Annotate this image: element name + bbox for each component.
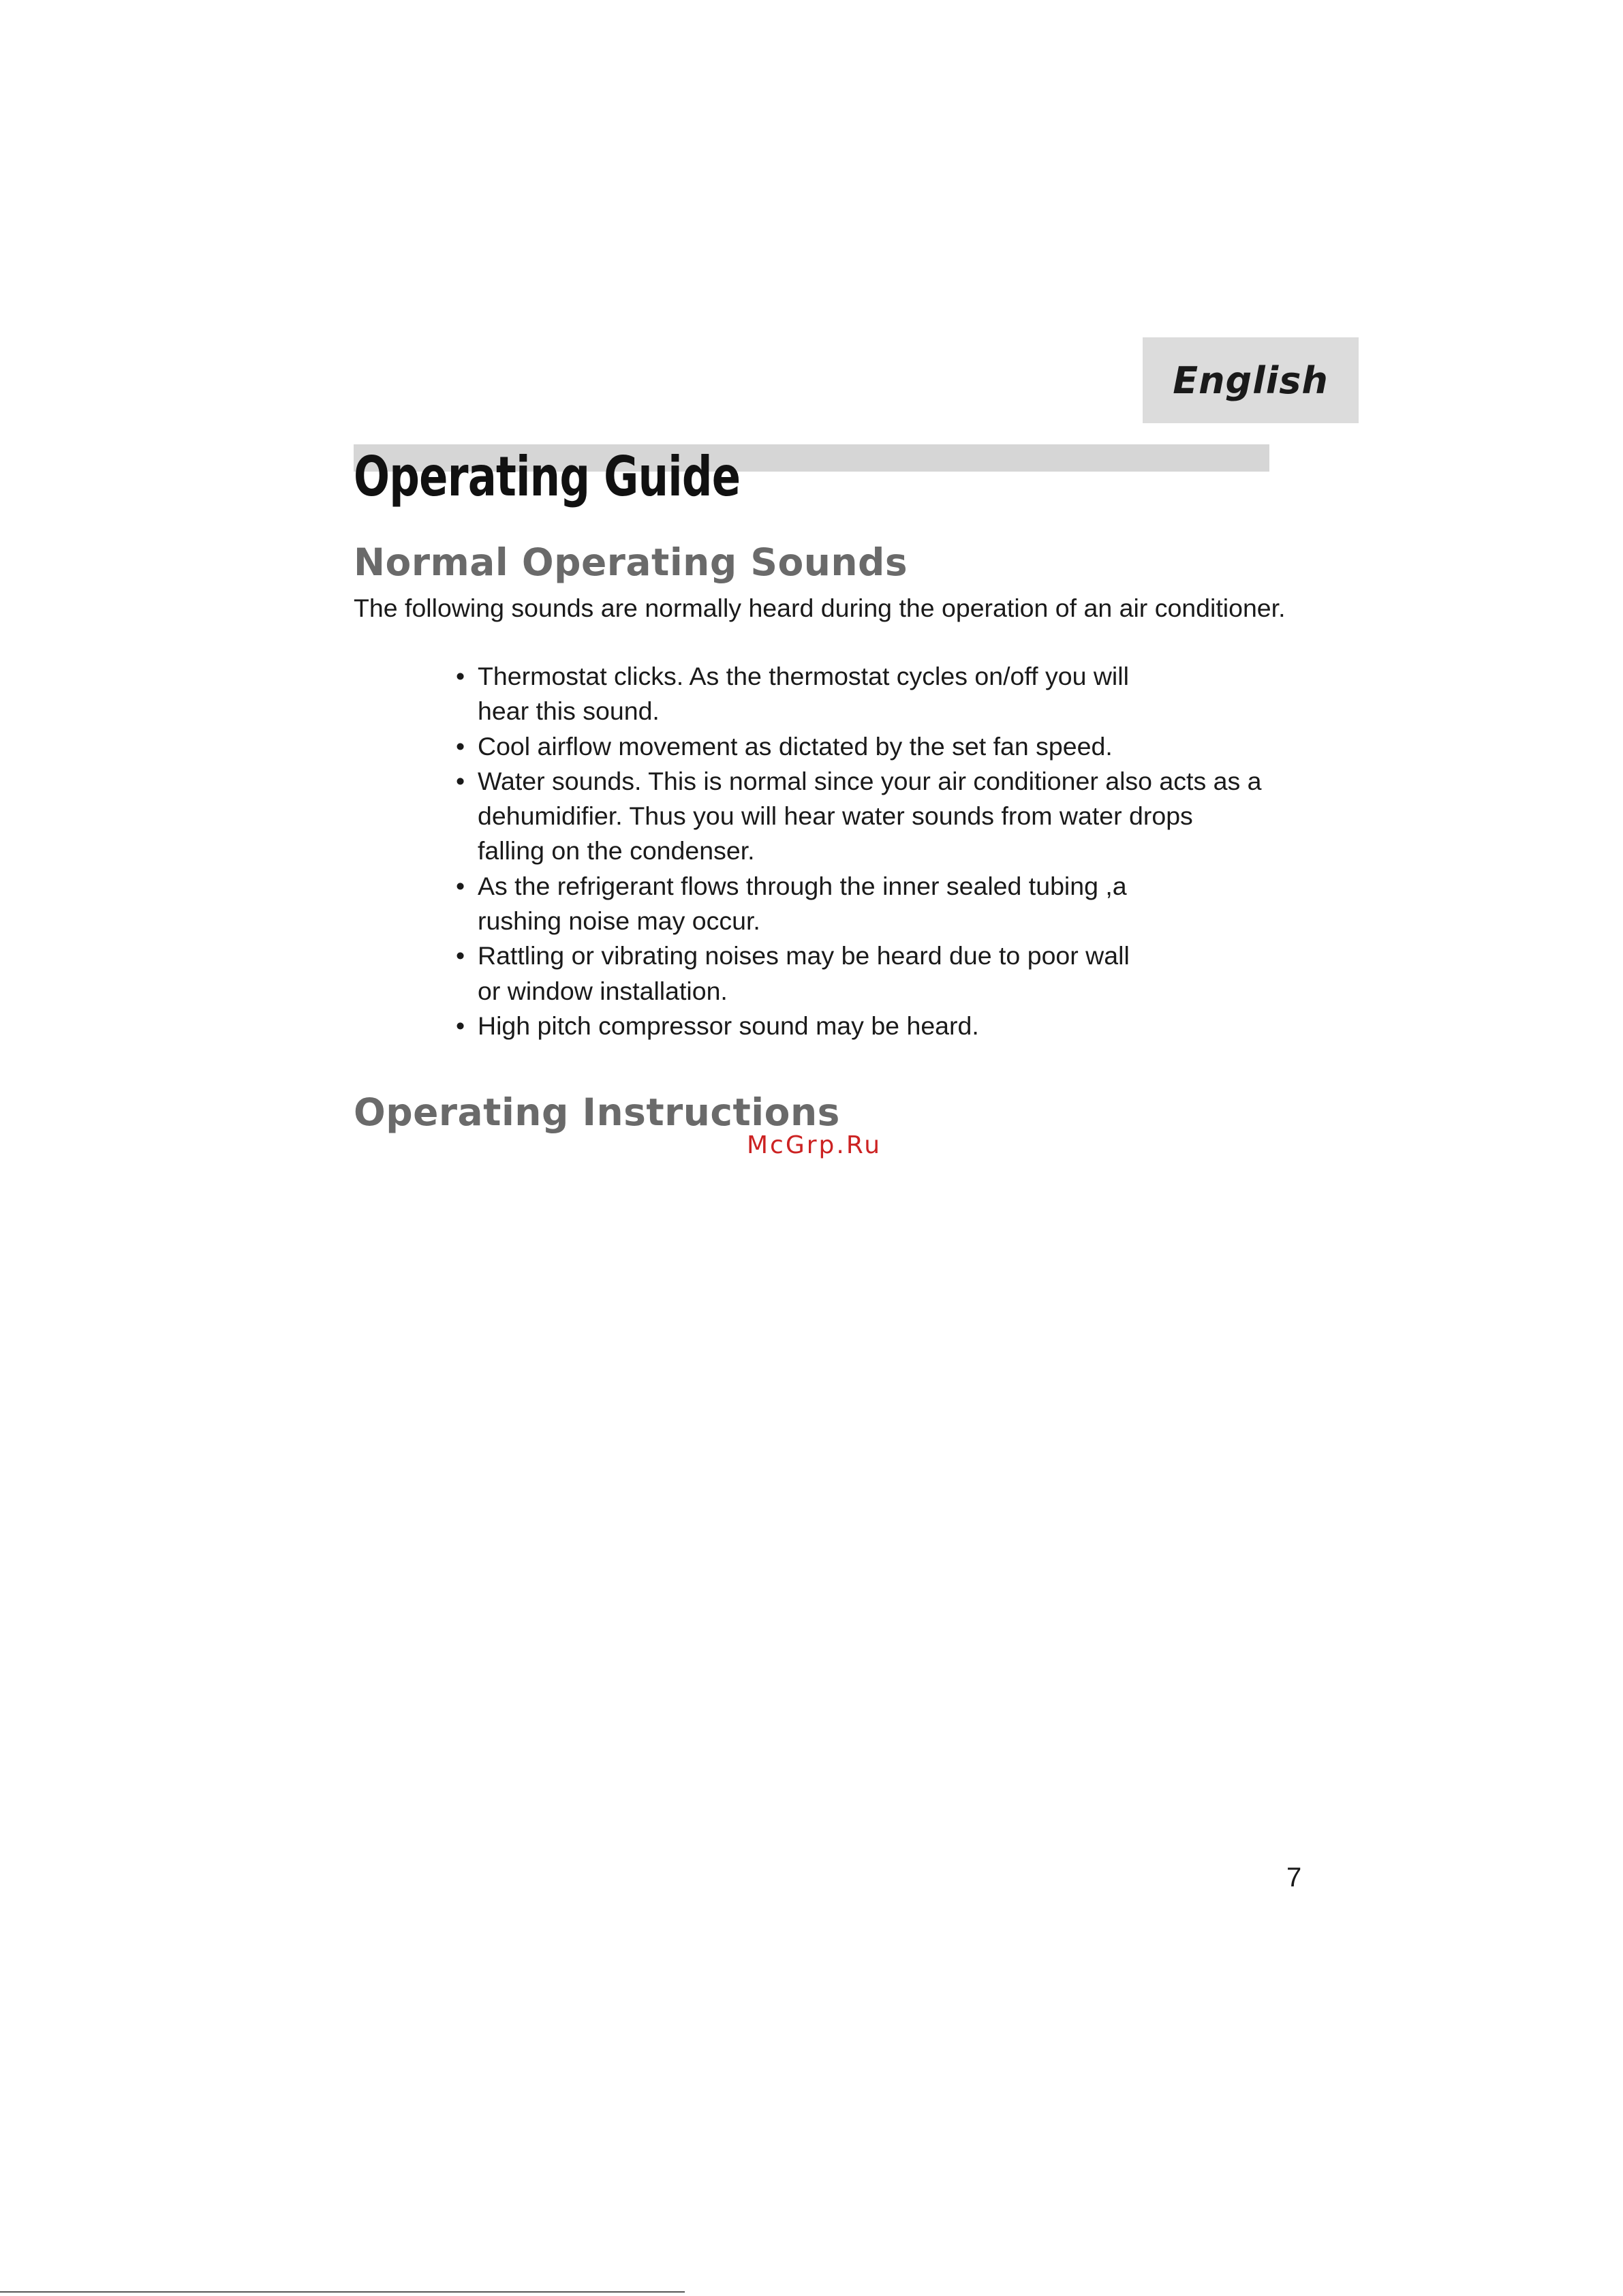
list-line: hear this sound. (478, 697, 660, 726)
list-item (453, 659, 1271, 729)
list-line: dehumidifier. Thus you will hear water sounds from water drops (478, 801, 1193, 831)
list-line: falling on the condenser. (478, 836, 755, 866)
bottom-divider (0, 2291, 685, 2293)
list-line: Water sounds. This is normal since your air conditioner also acts as a (478, 766, 1262, 795)
list-line: High pitch compressor sound may be heard. (478, 1011, 979, 1040)
list-line: Cool airflow movement as dictated by the set fan speed. (478, 731, 1113, 761)
page-title: Operating Guide (354, 445, 741, 508)
list-item (453, 729, 1271, 764)
section-heading-normal-sounds: Normal Operating Sounds (354, 540, 908, 584)
bullet-icon: • (456, 766, 465, 795)
language-tab (1143, 337, 1359, 423)
list-item (453, 764, 1271, 869)
bullet-icon: • (456, 871, 465, 900)
list-line: Thermostat clicks. As the thermostat cycles on/off you will (478, 662, 1129, 690)
language-label: English (1173, 358, 1329, 402)
bullet-icon: • (456, 1011, 465, 1040)
bullet-icon: • (456, 731, 465, 761)
list-item (453, 938, 1271, 1009)
list-line: rushing noise may occur. (478, 906, 760, 936)
list-item (453, 869, 1271, 939)
page-number: 7 (1286, 1863, 1302, 1893)
list-line: or window installation. (478, 976, 728, 1005)
sounds-list (453, 659, 1271, 1043)
list-item (453, 1009, 1271, 1043)
intro-paragraph: The following sounds are normally heard during the operation of an air conditioner. (354, 594, 1286, 622)
section-heading-operating-instructions: Operating Instructions (354, 1090, 840, 1134)
bullet-icon: • (456, 662, 465, 690)
list-line: As the refrigerant flows through the inner sealed tubing ,a (478, 871, 1127, 900)
bullet-icon: • (456, 941, 465, 970)
list-line: Rattling or vibrating noises may be heard due to poor wall (478, 941, 1130, 970)
watermark-link[interactable]: McGrp.Ru (747, 1131, 882, 1159)
